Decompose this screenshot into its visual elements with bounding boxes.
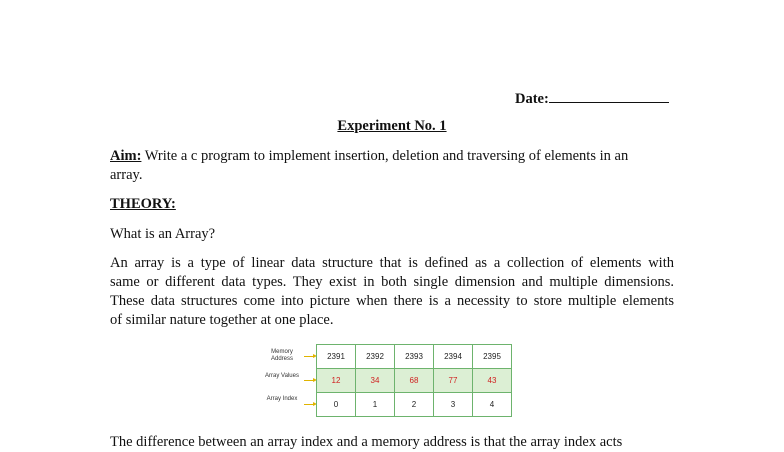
address-cell: 2395 [473, 345, 512, 369]
arrow-right-icon [304, 380, 314, 381]
index-cell: 1 [356, 393, 395, 417]
array-definition-paragraph [110, 254, 674, 330]
date-label: Date: [515, 91, 549, 107]
arrow-right-icon [304, 356, 314, 357]
aim-label: Aim: [110, 148, 142, 164]
index-cell: 3 [434, 393, 473, 417]
theory-heading: THEORY: [110, 196, 176, 212]
index-row [317, 393, 512, 417]
paragraph-line: These data structures come into picture when there is a necessity to store multiple elements [110, 293, 674, 309]
aim-line-1 [110, 147, 628, 166]
question-text: What is an Array? [110, 226, 216, 242]
aim-text: Write a c program to implement insertion, deletion and traversing of elements in an [141, 148, 629, 164]
experiment-title [0, 117, 784, 136]
row-label-memory-address: Memory Address [270, 349, 293, 362]
arrow-right-icon [304, 404, 314, 405]
address-cell: 2393 [395, 345, 434, 369]
array-table [316, 344, 512, 417]
address-cell: 2392 [356, 345, 395, 369]
date-blank-line [549, 88, 669, 103]
aim-line-2: array. [110, 167, 143, 183]
paragraph-line: same or different data types. They exist in both single dimension and multiple dimensions. [110, 274, 674, 290]
value-cell: 68 [395, 369, 434, 393]
values-row [317, 369, 512, 393]
value-cell: 34 [356, 369, 395, 393]
date-field [515, 88, 669, 109]
index-cell: 4 [473, 393, 512, 417]
index-cell: 0 [317, 393, 356, 417]
experiment-title-text: Experiment No. 1 [337, 118, 447, 134]
row-label-array-index: Array Index [266, 396, 298, 402]
value-cell: 12 [317, 369, 356, 393]
array-figure [262, 344, 516, 418]
next-paragraph-partial: The difference between an array index and a memory address is that the array index acts [110, 434, 623, 450]
paragraph-line: An array is a type of linear data structure that is defined as a collection of elements with [110, 255, 674, 271]
value-cell: 43 [473, 369, 512, 393]
row-label-array-values: Array Values [265, 373, 299, 379]
address-cell: 2391 [317, 345, 356, 369]
address-row [317, 345, 512, 369]
index-cell: 2 [395, 393, 434, 417]
value-cell: 77 [434, 369, 473, 393]
address-cell: 2394 [434, 345, 473, 369]
paragraph-line: of similar nature together at one place. [110, 312, 334, 328]
